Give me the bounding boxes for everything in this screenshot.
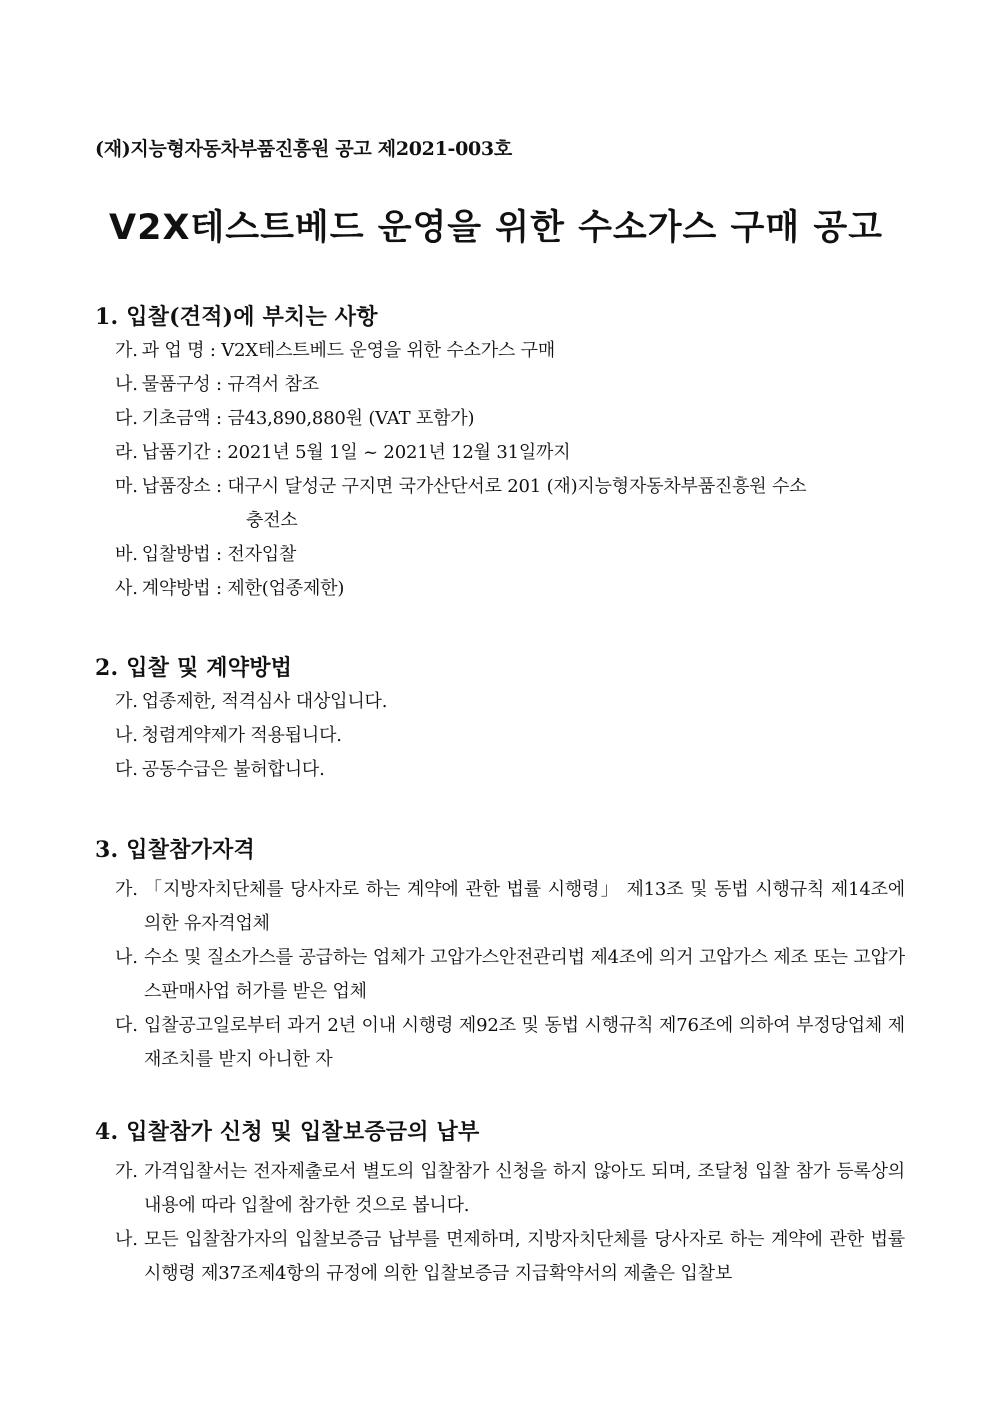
list-item xyxy=(95,436,905,470)
item-marker: 나. xyxy=(115,374,138,395)
list-item xyxy=(95,538,905,572)
section-heading: 1. 입찰(견적)에 부치는 사항 xyxy=(95,304,378,330)
item-marker: 마. xyxy=(115,476,138,497)
item-label: 납품기간 : xyxy=(141,442,222,463)
item-text: 모든 입찰참가자의 입찰보증금 납부를 면제하며, 지방자치단체를 당사자로 하는 계약에 관한 법률 시행령 제37조제4항의 규정에 의한 입찰보증금 지급확약서의 제출은 입찰보 xyxy=(144,1229,905,1284)
item-marker: 라. xyxy=(115,442,138,463)
list-item xyxy=(95,873,905,941)
item-marker: 가. xyxy=(115,879,138,900)
item-marker: 사. xyxy=(115,578,138,599)
list-item xyxy=(95,753,905,787)
item-value: 전자입찰 xyxy=(227,544,297,565)
list-item xyxy=(95,685,905,719)
notice-number: (재)지능형자동차부품진흥원 공고 제2021-003호 xyxy=(95,138,512,160)
item-value: V2X테스트베드 운영을 위한 수소가스 구매 xyxy=(221,340,556,361)
section-bid-method xyxy=(95,651,905,787)
item-marker: 다. xyxy=(115,1015,138,1036)
list-item xyxy=(95,402,905,436)
section-bid-items xyxy=(95,300,905,606)
item-value: 금43,890,880원 (VAT 포함가) xyxy=(227,408,475,429)
item-marker: 다. xyxy=(115,759,138,780)
item-label: 납품장소 : xyxy=(141,476,222,497)
list-item xyxy=(95,941,905,1009)
list-item xyxy=(95,572,905,606)
item-marker: 다. xyxy=(115,408,138,429)
item-text: 업종제한, 적격심사 대상입니다. xyxy=(141,691,388,712)
item-value-continuation: 충전소 xyxy=(246,510,298,531)
section-heading: 4. 입찰참가 신청 및 입찰보증금의 납부 xyxy=(95,1119,480,1145)
list-item xyxy=(95,1155,905,1223)
item-text: 수소 및 질소가스를 공급하는 업체가 고압가스안전관리법 제4조에 의거 고압가스 제조 또는 고압가스판매사업 허가를 받은 업체 xyxy=(144,947,905,1002)
item-value: 규격서 참조 xyxy=(227,374,319,395)
list-item xyxy=(95,334,905,368)
item-text: 입찰공고일로부터 과거 2년 이내 시행령 제92조 및 동법 시행규칙 제76조에 의하여 부정당업체 제재조치를 받지 아니한 자 xyxy=(144,1015,905,1070)
document-title: V2X테스트베드 운영을 위한 수소가스 구매 공고 xyxy=(109,208,883,248)
item-text: 가격입찰서는 전자제출로서 별도의 입찰참가 신청을 하지 않아도 되며, 조달청 입찰 참가 등록상의 내용에 따라 입찰에 참가한 것으로 봅니다. xyxy=(144,1161,905,1216)
item-label: 물품구성 : xyxy=(141,374,222,395)
item-text: 청렴계약제가 적용됩니다. xyxy=(141,725,342,746)
item-label: 과 업 명 : xyxy=(141,340,216,361)
item-label: 입찰방법 : xyxy=(141,544,222,565)
item-marker: 가. xyxy=(115,691,138,712)
section-heading: 2. 입찰 및 계약방법 xyxy=(95,655,293,681)
item-marker: 나. xyxy=(115,725,138,746)
list-item xyxy=(95,1223,905,1291)
section-eligibility xyxy=(95,833,905,1077)
list-item xyxy=(95,1009,905,1077)
item-marker: 나. xyxy=(115,947,138,968)
list-item xyxy=(95,368,905,402)
item-label: 기초금액 : xyxy=(141,408,222,429)
item-value: 대구시 달성군 구지면 국가산단서로 201 (재)지능형자동차부품진흥원 수소 xyxy=(227,476,807,497)
item-value: 2021년 5월 1일 ~ 2021년 12월 31일까지 xyxy=(227,442,571,463)
item-value: 제한(업종제한) xyxy=(227,578,345,599)
item-label: 계약방법 : xyxy=(141,578,222,599)
item-text: 공동수급은 불허합니다. xyxy=(141,759,325,780)
item-marker: 가. xyxy=(115,1161,138,1182)
section-heading: 3. 입찰참가자격 xyxy=(95,837,255,863)
item-marker: 가. xyxy=(115,340,138,361)
item-text: 「지방자치단체를 당사자로 하는 계약에 관한 법률 시행령」 제13조 및 동법 시행규칙 제14조에 의한 유자격업체 xyxy=(144,879,905,934)
list-item xyxy=(95,719,905,753)
item-marker: 나. xyxy=(115,1229,138,1250)
section-application-deposit xyxy=(95,1115,905,1291)
item-marker: 바. xyxy=(115,544,138,565)
list-item xyxy=(95,470,905,538)
